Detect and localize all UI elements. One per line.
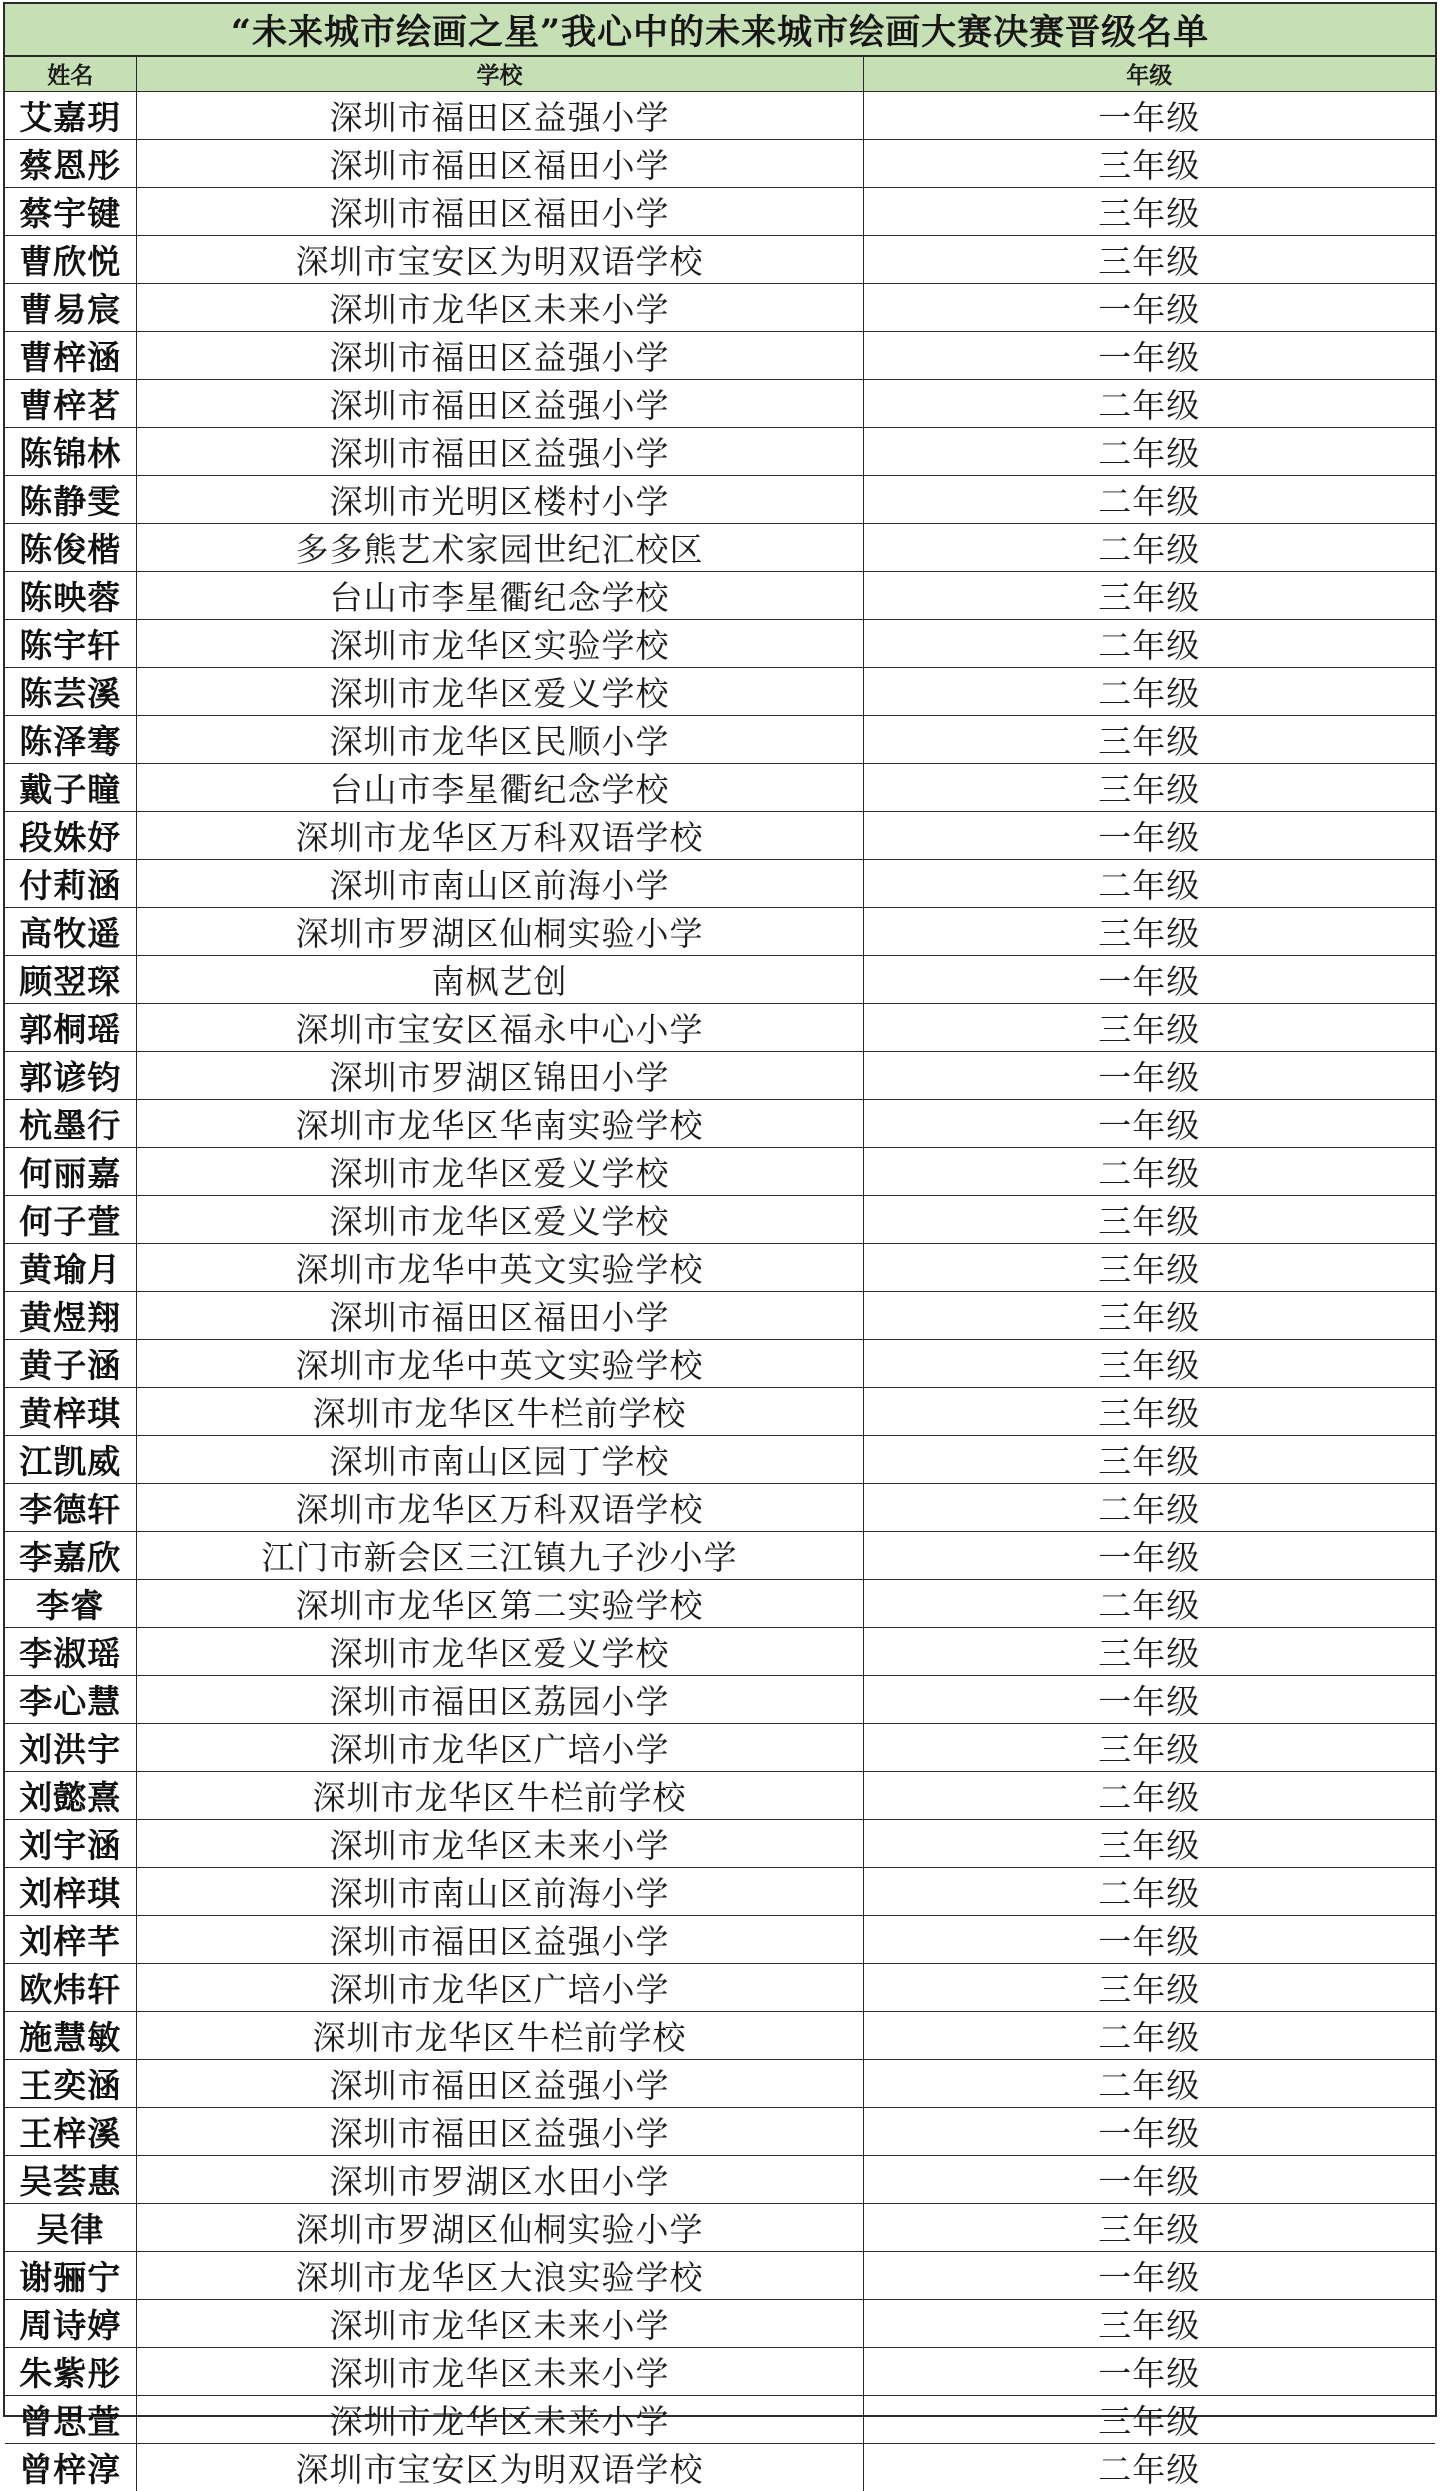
cell-name: 李睿	[5, 1579, 136, 1627]
cell-name: 陈锦林	[5, 427, 136, 475]
cell-grade: 一年级	[863, 1099, 1435, 1147]
column-header-grade: 年级	[863, 57, 1435, 91]
table-row	[5, 1147, 1435, 1195]
cell-grade: 二年级	[863, 379, 1435, 427]
cell-grade: 三年级	[863, 1003, 1435, 1051]
cell-name: 朱紫彤	[5, 2347, 136, 2395]
table-row	[5, 2347, 1435, 2395]
cell-school: 深圳市福田区福田小学	[136, 139, 863, 187]
column-header-school: 学校	[136, 57, 863, 91]
cell-grade: 三年级	[863, 139, 1435, 187]
table-row	[5, 2107, 1435, 2155]
table-row	[5, 2395, 1435, 2443]
cell-school: 深圳市龙华区万科双语学校	[136, 1483, 863, 1531]
cell-school: 深圳市龙华区未来小学	[136, 2395, 863, 2443]
cell-grade: 三年级	[863, 571, 1435, 619]
cell-grade: 三年级	[863, 1291, 1435, 1339]
cell-school: 深圳市龙华区爱义学校	[136, 1627, 863, 1675]
cell-grade: 三年级	[863, 1243, 1435, 1291]
cell-name: 吴荟惠	[5, 2155, 136, 2203]
cell-grade: 二年级	[863, 427, 1435, 475]
cell-name: 郭桐瑶	[5, 1003, 136, 1051]
cell-school: 深圳市南山区园丁学校	[136, 1435, 863, 1483]
cell-school: 深圳市龙华区广培小学	[136, 1963, 863, 2011]
cell-name: 陈芸溪	[5, 667, 136, 715]
cell-grade: 三年级	[863, 1387, 1435, 1435]
cell-school: 深圳市福田区益强小学	[136, 331, 863, 379]
table-row	[5, 2011, 1435, 2059]
table-body	[5, 91, 1435, 2491]
cell-school: 深圳市龙华区牛栏前学校	[136, 1387, 863, 1435]
cell-grade: 一年级	[863, 2251, 1435, 2299]
cell-name: 何丽嘉	[5, 1147, 136, 1195]
cell-school: 深圳市福田区荔园小学	[136, 1675, 863, 1723]
cell-school: 深圳市福田区福田小学	[136, 1291, 863, 1339]
cell-name: 陈映蓉	[5, 571, 136, 619]
table-row	[5, 2299, 1435, 2347]
table-row	[5, 859, 1435, 907]
cell-grade: 三年级	[863, 1195, 1435, 1243]
cell-school: 台山市李星衢纪念学校	[136, 763, 863, 811]
cell-name: 陈静雯	[5, 475, 136, 523]
table-row	[5, 811, 1435, 859]
cell-grade: 二年级	[863, 1147, 1435, 1195]
table-row	[5, 2203, 1435, 2251]
table-row	[5, 2155, 1435, 2203]
cell-name: 陈俊楷	[5, 523, 136, 571]
cell-grade: 三年级	[863, 2203, 1435, 2251]
table-row	[5, 1291, 1435, 1339]
finalist-table	[5, 57, 1435, 2491]
cell-school: 深圳市龙华中英文实验学校	[136, 1243, 863, 1291]
cell-grade: 二年级	[863, 667, 1435, 715]
cell-grade: 二年级	[863, 1483, 1435, 1531]
cell-name: 曾思萱	[5, 2395, 136, 2443]
cell-school: 深圳市宝安区为明双语学校	[136, 2443, 863, 2491]
table-row	[5, 1243, 1435, 1291]
cell-grade: 二年级	[863, 619, 1435, 667]
cell-grade: 三年级	[863, 1963, 1435, 2011]
cell-name: 江凯威	[5, 1435, 136, 1483]
cell-school: 深圳市罗湖区水田小学	[136, 2155, 863, 2203]
cell-grade: 一年级	[863, 283, 1435, 331]
cell-school: 深圳市罗湖区仙桐实验小学	[136, 2203, 863, 2251]
cell-name: 何子萱	[5, 1195, 136, 1243]
table-header	[5, 57, 1435, 91]
cell-grade: 三年级	[863, 763, 1435, 811]
cell-grade: 三年级	[863, 1435, 1435, 1483]
cell-grade: 二年级	[863, 475, 1435, 523]
table-row	[5, 1579, 1435, 1627]
cell-grade: 一年级	[863, 1675, 1435, 1723]
table-row	[5, 1387, 1435, 1435]
table-row	[5, 907, 1435, 955]
cell-grade: 二年级	[863, 1771, 1435, 1819]
table-row	[5, 1339, 1435, 1387]
cell-school: 深圳市罗湖区仙桐实验小学	[136, 907, 863, 955]
header-row	[5, 57, 1435, 91]
table-row	[5, 427, 1435, 475]
cell-school: 深圳市龙华区华南实验学校	[136, 1099, 863, 1147]
cell-name: 黄子涵	[5, 1339, 136, 1387]
cell-school: 深圳市龙华区未来小学	[136, 2347, 863, 2395]
cell-grade: 三年级	[863, 2299, 1435, 2347]
cell-grade: 一年级	[863, 91, 1435, 139]
cell-name: 陈泽骞	[5, 715, 136, 763]
table-row	[5, 187, 1435, 235]
cell-school: 深圳市福田区福田小学	[136, 187, 863, 235]
cell-name: 周诗婷	[5, 2299, 136, 2347]
table-row	[5, 1195, 1435, 1243]
cell-grade: 一年级	[863, 2155, 1435, 2203]
cell-school: 深圳市福田区益强小学	[136, 2059, 863, 2107]
cell-name: 刘洪宇	[5, 1723, 136, 1771]
cell-grade: 一年级	[863, 2347, 1435, 2395]
table-row	[5, 1003, 1435, 1051]
cell-name: 蔡宇键	[5, 187, 136, 235]
cell-name: 刘梓琪	[5, 1867, 136, 1915]
table-row	[5, 619, 1435, 667]
cell-school: 深圳市南山区前海小学	[136, 1867, 863, 1915]
table-row	[5, 1915, 1435, 1963]
cell-school: 深圳市南山区前海小学	[136, 859, 863, 907]
table-row	[5, 571, 1435, 619]
cell-grade: 三年级	[863, 1339, 1435, 1387]
cell-grade: 一年级	[863, 2107, 1435, 2155]
cell-grade: 三年级	[863, 1723, 1435, 1771]
cell-school: 深圳市龙华区牛栏前学校	[136, 2011, 863, 2059]
cell-name: 顾翌琛	[5, 955, 136, 1003]
table-row	[5, 2251, 1435, 2299]
cell-name: 李心慧	[5, 1675, 136, 1723]
cell-school: 深圳市福田区益强小学	[136, 1915, 863, 1963]
cell-school: 深圳市龙华区民顺小学	[136, 715, 863, 763]
cell-school: 深圳市宝安区福永中心小学	[136, 1003, 863, 1051]
cell-name: 施慧敏	[5, 2011, 136, 2059]
cell-name: 李淑瑶	[5, 1627, 136, 1675]
cell-grade: 二年级	[863, 523, 1435, 571]
cell-school: 深圳市福田区益强小学	[136, 427, 863, 475]
cell-name: 杭墨行	[5, 1099, 136, 1147]
cell-school: 深圳市龙华区实验学校	[136, 619, 863, 667]
cell-name: 黄煜翔	[5, 1291, 136, 1339]
cell-grade: 二年级	[863, 859, 1435, 907]
table-row	[5, 379, 1435, 427]
cell-grade: 三年级	[863, 715, 1435, 763]
table-row	[5, 91, 1435, 139]
cell-name: 王奕涵	[5, 2059, 136, 2107]
cell-grade: 一年级	[863, 955, 1435, 1003]
cell-grade: 三年级	[863, 1627, 1435, 1675]
cell-school: 江门市新会区三江镇九子沙小学	[136, 1531, 863, 1579]
cell-name: 王梓溪	[5, 2107, 136, 2155]
cell-name: 戴子瞳	[5, 763, 136, 811]
cell-school: 深圳市龙华区未来小学	[136, 1819, 863, 1867]
cell-name: 李嘉欣	[5, 1531, 136, 1579]
cell-grade: 二年级	[863, 2059, 1435, 2107]
cell-school: 深圳市龙华区牛栏前学校	[136, 1771, 863, 1819]
table-row	[5, 1627, 1435, 1675]
table-row	[5, 1867, 1435, 1915]
cell-school: 深圳市龙华区爱义学校	[136, 1147, 863, 1195]
cell-name: 陈宇轩	[5, 619, 136, 667]
sheet-title: “未来城市绘画之星”我心中的未来城市绘画大赛决赛晋级名单	[5, 4, 1435, 57]
cell-school: 深圳市福田区益强小学	[136, 91, 863, 139]
cell-grade: 三年级	[863, 907, 1435, 955]
cell-name: 曹欣悦	[5, 235, 136, 283]
cell-grade: 三年级	[863, 235, 1435, 283]
cell-name: 李德轩	[5, 1483, 136, 1531]
cell-grade: 一年级	[863, 1915, 1435, 1963]
cell-name: 黄梓琪	[5, 1387, 136, 1435]
table-row	[5, 235, 1435, 283]
cell-school: 深圳市福田区益强小学	[136, 379, 863, 427]
cell-name: 高牧遥	[5, 907, 136, 955]
cell-name: 曾梓淳	[5, 2443, 136, 2491]
cell-name: 谢骊宁	[5, 2251, 136, 2299]
cell-name: 郭谚钧	[5, 1051, 136, 1099]
table-row	[5, 2059, 1435, 2107]
cell-school: 深圳市福田区益强小学	[136, 2107, 863, 2155]
cell-school: 深圳市龙华区万科双语学校	[136, 811, 863, 859]
cell-school: 深圳市龙华区大浪实验学校	[136, 2251, 863, 2299]
cell-grade: 一年级	[863, 331, 1435, 379]
cell-school: 台山市李星衢纪念学校	[136, 571, 863, 619]
results-sheet	[3, 2, 1437, 2489]
cell-name: 付莉涵	[5, 859, 136, 907]
table-row	[5, 475, 1435, 523]
table-row	[5, 667, 1435, 715]
cell-name: 曹梓茗	[5, 379, 136, 427]
cell-grade: 二年级	[863, 1579, 1435, 1627]
cell-name: 刘懿熹	[5, 1771, 136, 1819]
cell-name: 刘梓芊	[5, 1915, 136, 1963]
cell-name: 蔡恩彤	[5, 139, 136, 187]
cell-school: 南枫艺创	[136, 955, 863, 1003]
cell-school: 多多熊艺术家园世纪汇校区	[136, 523, 863, 571]
cell-school: 深圳市光明区楼村小学	[136, 475, 863, 523]
table-row	[5, 1675, 1435, 1723]
cell-school: 深圳市龙华区未来小学	[136, 283, 863, 331]
cell-school: 深圳市龙华区未来小学	[136, 2299, 863, 2347]
cell-school: 深圳市龙华区广培小学	[136, 1723, 863, 1771]
table-row	[5, 1531, 1435, 1579]
table-row	[5, 1435, 1435, 1483]
cell-name: 曹易宸	[5, 283, 136, 331]
cell-grade: 三年级	[863, 187, 1435, 235]
cell-name: 吴律	[5, 2203, 136, 2251]
table-row	[5, 763, 1435, 811]
table-row	[5, 139, 1435, 187]
table-row	[5, 1483, 1435, 1531]
table-row	[5, 955, 1435, 1003]
cell-school: 深圳市龙华区第二实验学校	[136, 1579, 863, 1627]
cell-grade: 三年级	[863, 2395, 1435, 2443]
table-row	[5, 1723, 1435, 1771]
cell-grade: 二年级	[863, 2011, 1435, 2059]
cell-grade: 三年级	[863, 1819, 1435, 1867]
cell-name: 曹梓涵	[5, 331, 136, 379]
cell-school: 深圳市宝安区为明双语学校	[136, 235, 863, 283]
cell-name: 欧炜轩	[5, 1963, 136, 2011]
table-row	[5, 715, 1435, 763]
cell-school: 深圳市龙华区爱义学校	[136, 1195, 863, 1243]
table-row	[5, 523, 1435, 571]
cell-grade: 一年级	[863, 811, 1435, 859]
cell-grade: 一年级	[863, 1531, 1435, 1579]
table-row	[5, 1819, 1435, 1867]
table-row	[5, 1963, 1435, 2011]
table-row	[5, 283, 1435, 331]
table-row	[5, 1771, 1435, 1819]
cell-school: 深圳市罗湖区锦田小学	[136, 1051, 863, 1099]
table-row	[5, 1099, 1435, 1147]
column-header-name: 姓名	[5, 57, 136, 91]
cell-name: 黄瑜月	[5, 1243, 136, 1291]
cell-grade: 二年级	[863, 1867, 1435, 1915]
table-row	[5, 1051, 1435, 1099]
table-row	[5, 2443, 1435, 2491]
table-row	[5, 331, 1435, 379]
cell-grade: 一年级	[863, 1051, 1435, 1099]
cell-school: 深圳市龙华区爱义学校	[136, 667, 863, 715]
cell-school: 深圳市龙华中英文实验学校	[136, 1339, 863, 1387]
cell-name: 段姝妤	[5, 811, 136, 859]
cell-name: 刘宇涵	[5, 1819, 136, 1867]
cell-name: 艾嘉玥	[5, 91, 136, 139]
cell-grade: 二年级	[863, 2443, 1435, 2491]
